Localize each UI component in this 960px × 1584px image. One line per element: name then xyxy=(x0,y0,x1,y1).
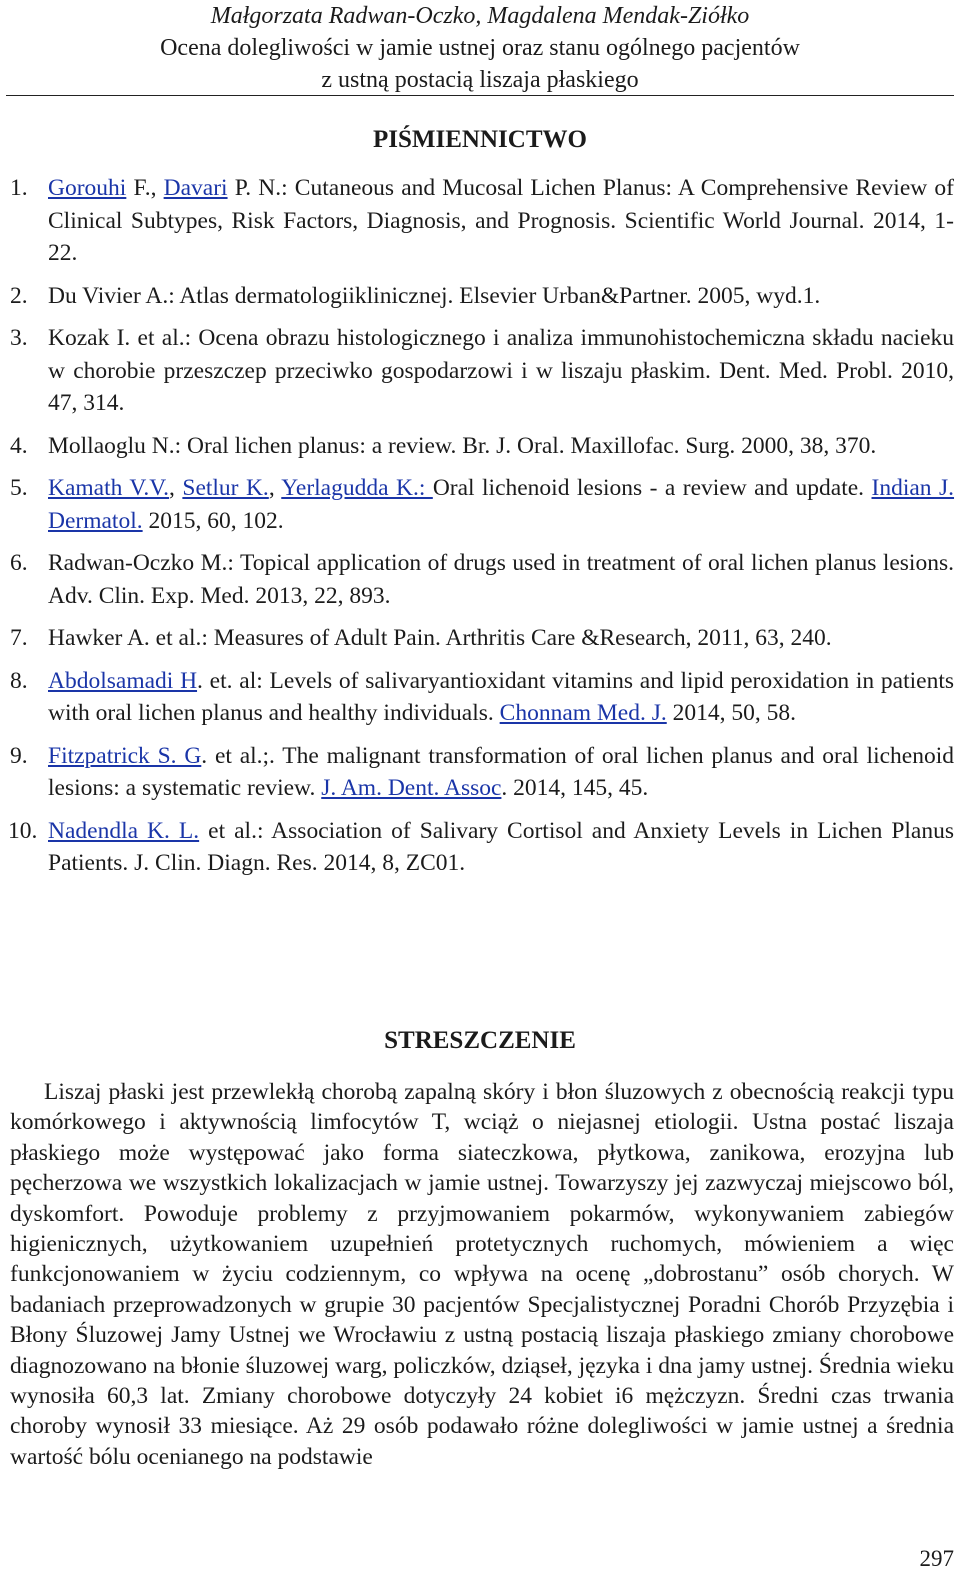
reference-link[interactable]: Indian J. Dermatol. xyxy=(48,475,955,534)
reference-item xyxy=(10,472,954,537)
reference-link[interactable]: Gorouhi xyxy=(48,175,127,201)
reference-link[interactable]: Setlur K. xyxy=(182,475,269,501)
reference-text: P. N.: Cutaneous and Mucosal Lichen Planus: A Comprehensive Review of Clinical Subtypes, Risk Factors, Diagnosis, and Prognosis. Scientific World Journal. 2014, 1-22. xyxy=(48,175,954,266)
reference-number: 6. xyxy=(10,550,28,576)
page-number: 297 xyxy=(919,1546,954,1571)
reference-text: F., xyxy=(126,175,164,201)
reference-text: Du Vivier A.: Atlas dermatologiiklinicznej. Elsevier Urban&Partner. 2005, wyd.1. xyxy=(48,282,821,309)
reference-text: et al.: Association of Salivary Cortisol and Anxiety Levels in Lichen Planus Patients. J. Clin. Diagn. Res. 2014, 8, ZC01. xyxy=(48,817,954,876)
reference-number: 8. xyxy=(10,667,28,694)
header-title-line-2: z ustną postacią liszaja płaskiego xyxy=(321,67,639,93)
reference-item xyxy=(10,622,954,655)
reference-item xyxy=(10,815,954,880)
reference-text: 2014, 50, 58. xyxy=(666,700,796,726)
reference-item xyxy=(10,740,954,805)
reference-number: 5. xyxy=(10,475,28,501)
reference-number: 2. xyxy=(10,282,28,309)
reference-link[interactable]: Chonnam Med. J. xyxy=(499,700,667,726)
reference-link[interactable]: Yerlagudda K.: xyxy=(281,475,433,501)
reference-number: 7. xyxy=(10,625,28,651)
abstract-body xyxy=(10,1077,954,1472)
reference-text: . et. al: Levels of salivaryantioxidant vitamins and lipid peroxidation in patients with oral lichen planus and healthy individuals. xyxy=(48,667,954,726)
reference-number: 10. xyxy=(8,817,38,844)
reference-text: Mollaoglu N.: Oral lichen planus: a review. Br. J. Oral. Maxillofac. Surg. 2000, 38, 370. xyxy=(48,432,877,459)
reference-text: Oral lichenoid lesions - a review and update. xyxy=(432,475,872,501)
references-heading: PIŚMIENNICTWO xyxy=(373,126,587,153)
reference-item xyxy=(10,322,954,420)
reference-text: , xyxy=(268,475,282,501)
running-header xyxy=(0,0,960,96)
header-title-line-1: Ocena dolegliwości w jamie ustnej oraz stanu ogólnego pacjentów xyxy=(160,35,800,61)
reference-text: . et al.;. The malignant transformation of oral lichen planus and oral lichenoid lesions: a systematic review. xyxy=(48,742,955,801)
reference-item xyxy=(10,665,954,730)
reference-link[interactable]: Abdolsamadi H xyxy=(48,667,198,694)
header-authors: Małgorzata Radwan-Oczko, Magdalena Mendak-Ziółko xyxy=(210,3,750,29)
reference-number: 4. xyxy=(10,432,28,459)
reference-text: , xyxy=(169,475,183,501)
reference-link[interactable]: Nadendla K. L. xyxy=(48,817,200,844)
reference-item xyxy=(10,280,954,313)
reference-link[interactable]: Fitzpatrick S. G xyxy=(48,742,202,769)
reference-link[interactable]: J. Am. Dent. Assoc xyxy=(321,775,502,801)
header-divider xyxy=(6,95,954,96)
reference-text: . 2014, 145, 45. xyxy=(501,775,649,801)
reference-text: 2015, 60, 102. xyxy=(142,507,284,534)
reference-item xyxy=(10,430,954,463)
reference-link[interactable]: Davari xyxy=(163,175,228,201)
reference-text: Hawker A. et al.: Measures of Adult Pain. Arthritis Care &Research, 2011, 63, 240. xyxy=(48,625,832,651)
reference-number: 9. xyxy=(10,742,28,769)
reference-item xyxy=(10,547,954,612)
reference-text: Kozak I. et al.: Ocena obrazu histologicznego i analiza immunohistochemiczna składu nacieku w chorobie przeszczep przeciwko gospodarzowi i w liszaju płaskim. Dent. Med. Probl. 2010, 47, 314. xyxy=(48,325,954,416)
reference-number: 1. xyxy=(10,175,28,201)
abstract-paragraph: Liszaj płaski jest przewlekłą chorobą zapalną skóry i błon śluzowych z obecnością reakcji typu komórkowego i aktywnością limfocytów T, wciąż o niejasnej etiologii. Ustna postać liszaja płaskiego może występować jako forma siateczkowa, płytkowa, zanikowa, erozyjna lub pęcherzowa we wszystkich lokalizacjach w jamie ustnej. Towarzyszy jej zazwyczaj miejscowo ból, dyskomfort. Powoduje problemy z przyjmowaniem pokarmów, wykonywaniem zabiegów higienicznych, użytkowaniem uzupełnień protetycznych ruchomych, mówieniem a więc funkcjonowaniem w życiu codziennym, co wpływa na ocenę „dobrostanu” osób chorych. W badaniach przeprowadzonych w grupie 30 pacjentów Specjalistycznej Poradni Chorób Przyzębia i Błony Śluzowej Jamy Ustnej we Wrocławiu z ustną postacią liszaja płaskiego zmiany chorobowe diagnozowano na błonie śluzowej warg, policzków, dziąseł, języka i dna jamy ustnej. Średnia wieku wynosiła 60,3 lat. Zmiany chorobowe dotyczyły 24 kobiet i6 mężczyzn. Średni czas trwania choroby wynosił 33 miesiące. Aż 29 osób podawało różne dolegliwości w jamie ustnej a średnia wartość bólu ocenianego na podstawie xyxy=(10,1079,954,1470)
reference-text: Radwan-Oczko M.: Topical application of drugs used in treatment of oral lichen planus lesions. Adv. Clin. Exp. Med. 2013, 22, 893. xyxy=(48,550,954,609)
reference-item xyxy=(10,172,954,270)
reference-list xyxy=(10,172,954,890)
abstract-heading: STRESZCZENIE xyxy=(384,1027,576,1054)
reference-number: 3. xyxy=(10,325,28,351)
reference-link[interactable]: Kamath V.V. xyxy=(48,475,170,501)
